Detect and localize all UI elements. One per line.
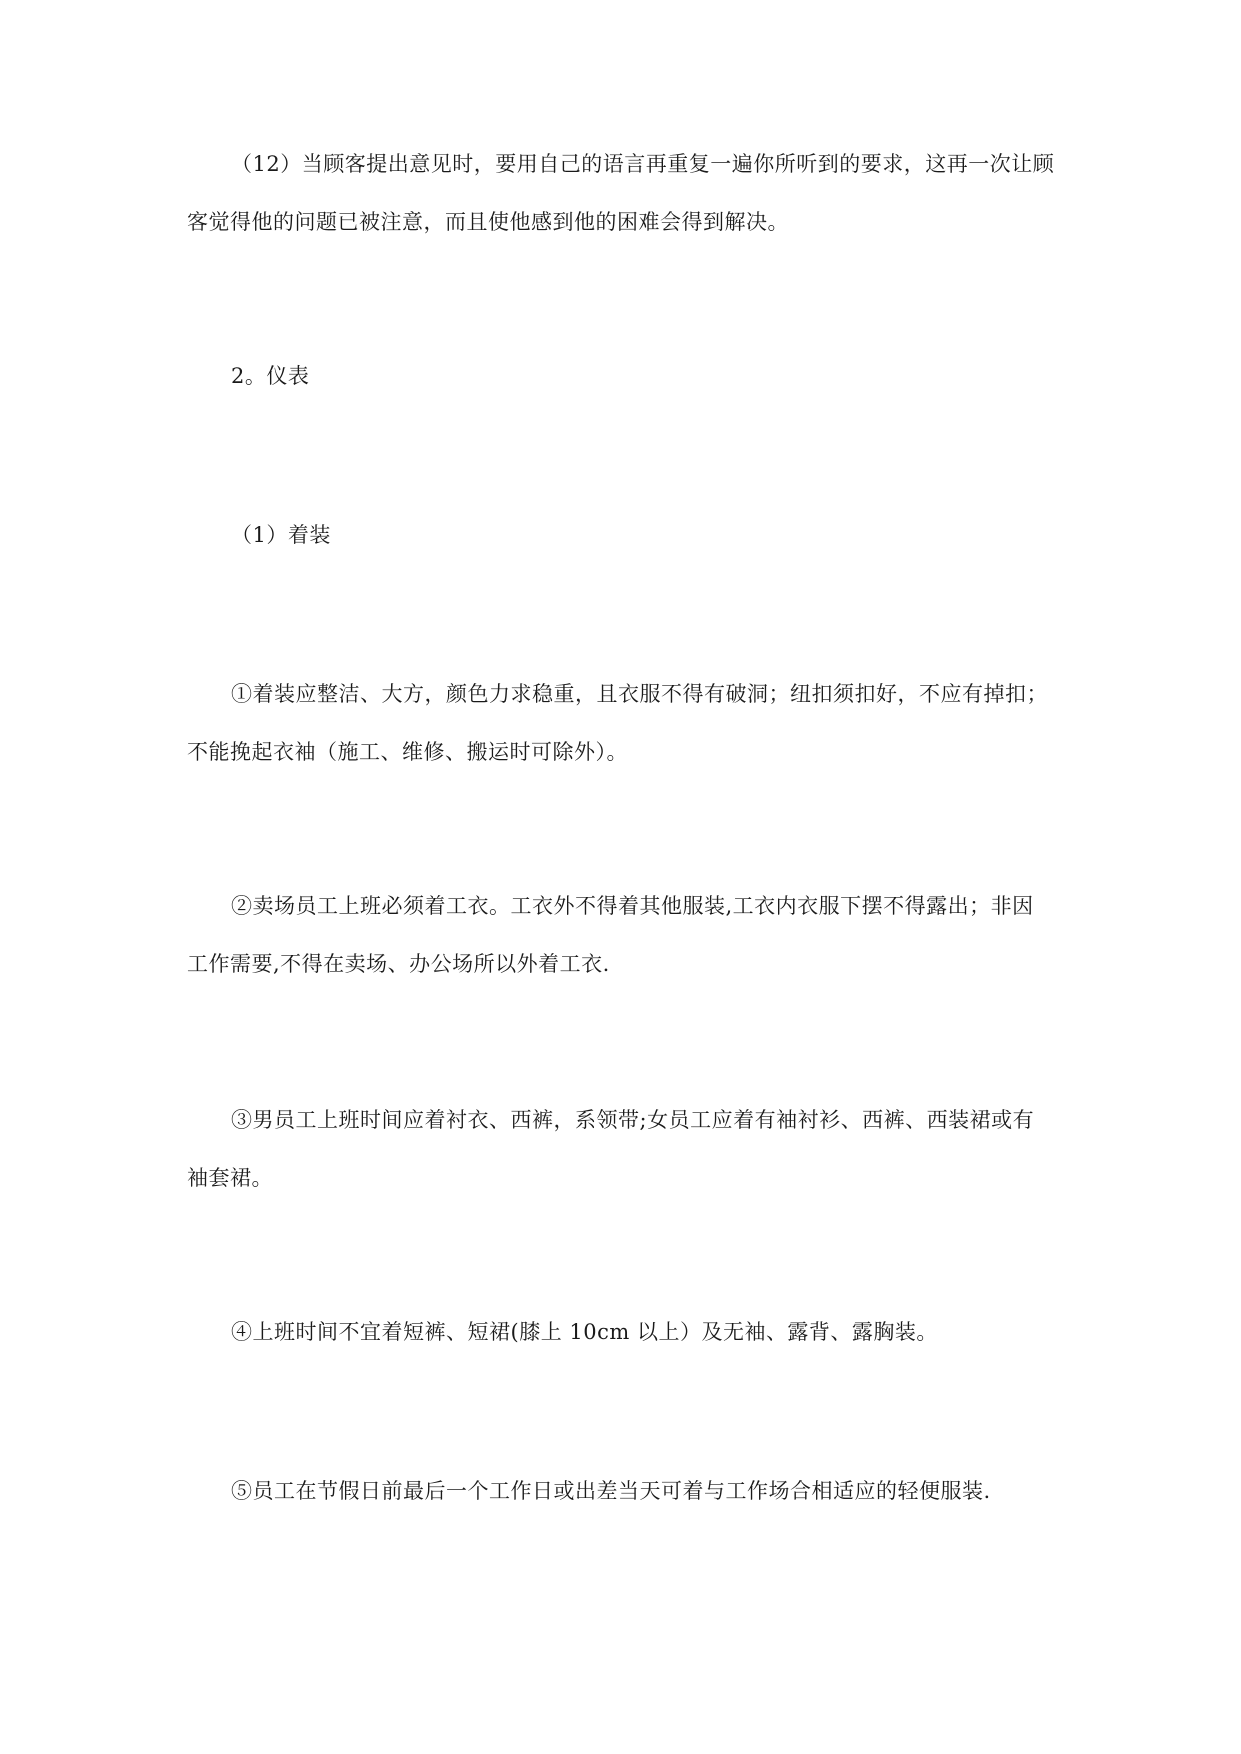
rule-3-line-1: ③男员工上班时间应着衬衣、西裤，系领带;女员工应着有袖衬衫、西裤、西装裙或有 xyxy=(231,1108,1035,1132)
rule-1-line-1: ①着装应整洁、大方，颜色力求稳重，且衣服不得有破洞；纽扣须扣好，不应有掉扣； xyxy=(231,682,1048,706)
rule-1-line-2: 不能挽起衣袖（施工、维修、搬运时可除外）。 xyxy=(187,740,628,764)
rule-5-line-1: ⑤员工在节假日前最后一个工作日或出差当天可着与工作场合相适应的轻便服装. xyxy=(231,1479,991,1503)
rule-4-line-1: ④上班时间不宜着短裤、短裙(膝上 10cm 以上）及无袖、露背、露胸装。 xyxy=(231,1320,938,1344)
rule-2-line-2: 工作需要,不得在卖场、办公场所以外着工衣. xyxy=(187,952,610,976)
paragraph-12-line-1: （12）当顾客提出意见时，要用自己的语言再重复一遍你所听到的要求，这再一次让顾 xyxy=(231,152,1055,176)
section-heading-appearance: 2。仪表 xyxy=(231,364,310,388)
rule-3-line-2: 袖套裙。 xyxy=(187,1166,273,1190)
paragraph-12-line-2: 客觉得他的问题已被注意，而且使他感到他的困难会得到解决。 xyxy=(187,210,789,234)
rule-2-line-1: ②卖场员工上班必须着工衣。工衣外不得着其他服装,工衣内衣服下摆不得露出；非因 xyxy=(231,894,1034,918)
subsection-heading-dress: （1）着装 xyxy=(231,523,331,547)
